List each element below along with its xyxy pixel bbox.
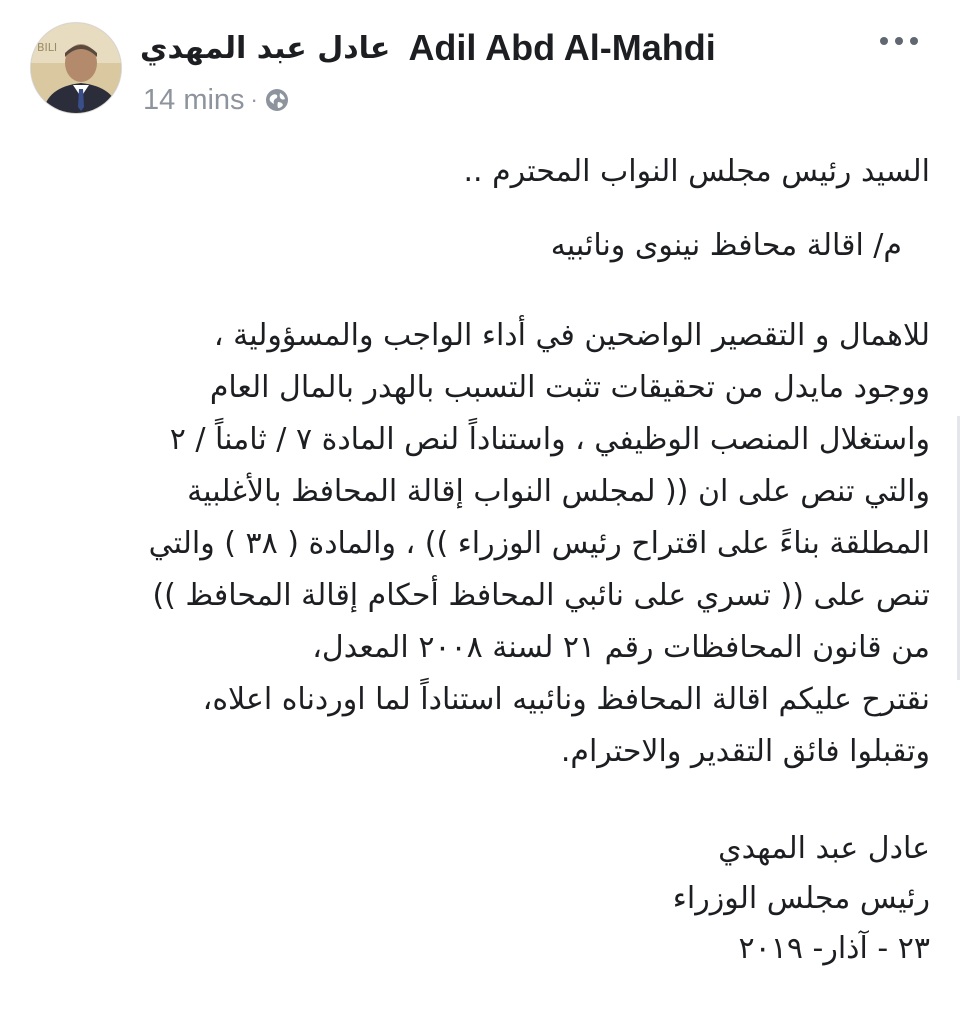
post-meta [143,80,290,120]
post-timestamp[interactable]: 14 mins [143,83,245,116]
letter-body-line: المطلقة بناءً على اقتراح رئيس الوزراء )) ، والمادة ( ٣٨ ) والتي [148,526,930,561]
letter-body-line: نقترح عليكم اقالة المحافظ ونائبيه استناداً لما اوردناه اعلاه، [202,682,930,717]
author-name-arabic[interactable]: عادل عبد المهدي [140,30,391,66]
meta-separator: · [250,87,258,112]
signature-name: عادل عبد المهدي [718,831,930,866]
letter-body-line: وتقبلوا فائق التقدير والاحترام. [560,734,930,769]
letter-body-line: والتي تنص على ان (( لمجلس النواب إقالة المحافظ بالأغلبية [187,474,930,509]
post-header [0,0,960,130]
letter-subject: م/ اقالة محافظ نينوى ونائبيه [550,228,902,263]
more-dot [895,37,903,45]
more-dot [880,37,888,45]
avatar[interactable] [30,22,122,114]
letter-body-line: للاهمال و التقصير الواضحين في أداء الواجب والمسؤولية ، [213,318,930,353]
avatar-portrait [31,23,122,114]
author-row [140,18,716,78]
letter-body-line: تنص على (( تسري على نائبي المحافظ أحكام إقالة المحافظ )) [152,578,930,613]
author-name-english[interactable]: Adil Abd Al-Mahdi [408,27,716,68]
avatar-badge-text: BILI [37,41,58,54]
more-dot [910,37,918,45]
letter-salutation: السيد رئيس مجلس النواب المحترم .. [463,154,930,189]
post-body [90,146,930,974]
globe-icon[interactable] [264,87,290,113]
signature-title: رئيس مجلس الوزراء [672,881,930,916]
letter-body-line: واستغلال المنصب الوظيفي ، واستناداً لنص المادة ٧ / ثامناً / ٢ [169,422,930,457]
letter-body-line: من قانون المحافظات رقم ٢١ لسنة ٢٠٠٨ المعدل، [312,630,930,665]
letter-date: ٢٣ - آذار- ٢٠١٩ [738,931,930,966]
letter-body-line: ووجود مايدل من تحقيقات تثبت التسبب بالهدر بالمال العام [209,370,930,405]
more-options-icon[interactable] [872,26,926,56]
